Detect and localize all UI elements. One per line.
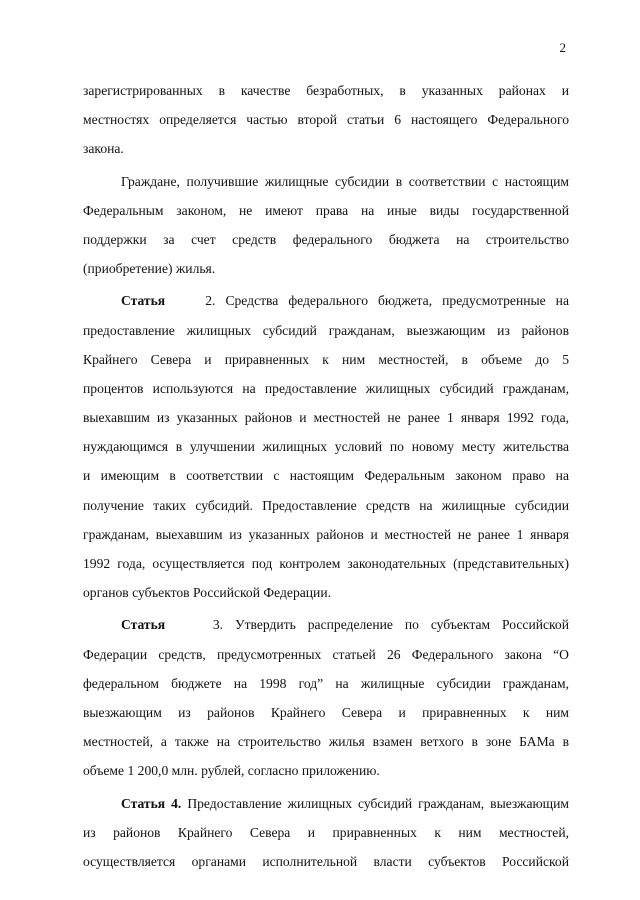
text-line: зарегистрированных в качестве безработных, в указанных районах и [83, 83, 569, 98]
article-text: 3. Утвердить распределение по субъектам Российской [212, 617, 570, 633]
text-line: закона. [83, 141, 124, 157]
text-line: получение таких субсидий. Предоставление средств на жилищные субсидии [83, 497, 569, 513]
article-heading: Статья [121, 617, 166, 633]
text-line: процентов используются на предоставление жилищных субсидий гражданам, [83, 380, 569, 396]
text-line: гражданам, выехавшим из указанных районов и местностей не ранее 1 января [83, 526, 569, 542]
text-line: выезжающим из районов Крайнего Севера и приравненных к ним [83, 704, 569, 720]
text-line: органов субъектов Российской Федерации. [83, 585, 331, 601]
text-line: местностях определяется частью второй статьи 6 настоящего Федерального [83, 112, 569, 128]
document-body [83, 76, 569, 876]
text-line [83, 789, 569, 818]
article-heading: Статья [121, 293, 166, 309]
text-line: Граждане, получившие жилищные субсидии в соответствии с настоящим [121, 173, 569, 189]
text-line [83, 610, 569, 639]
text-line: предоставление жилищных субсидий гражданам, выезжающим из районов [83, 322, 569, 338]
text-line: 1992 года, осуществляется под контролем законодательных (представительных) [83, 556, 569, 571]
text-line: из районов Крайнего Севера и приравненных к ним местностей, [83, 824, 569, 840]
paragraph-subsidy-restriction [83, 167, 569, 284]
article-2 [83, 286, 569, 607]
text-line: осуществляется органами исполнительной власти субъектов Российской [83, 853, 569, 869]
article-4 [83, 789, 569, 877]
text-line: Федерации средств, предусмотренных статьей 26 Федерального закона “О [83, 646, 569, 662]
text-line: федеральном бюджете на 1998 год” на жилищные субсидии гражданам, [83, 675, 569, 691]
article-heading: Статья 4. [121, 795, 182, 811]
text-line: нуждающимся в улучшении жилищных условий по новому месту жительства [83, 439, 569, 455]
text-line: выехавшим из указанных районов и местностей не ранее 1 января 1992 года, [83, 410, 569, 426]
text-line [83, 286, 569, 315]
article-text: Предоставление жилищных субсидий гражданам, выезжающим [187, 795, 569, 811]
text-line: местностей, а также на строительство жилья взамен ветхого в зоне БАМа в [83, 734, 569, 750]
text-line: Федеральным законом, не имеют права на иные виды государственной [83, 202, 569, 218]
text-line: (приобретение) жилья. [83, 261, 216, 277]
page-number: 2 [559, 40, 566, 55]
text-line: объеме 1 200,0 млн. рублей, согласно приложению. [83, 763, 380, 779]
text-line: и имеющим в соответствии с настоящим Федеральным законом право на [83, 468, 569, 484]
article-text: 2. Средства федерального бюджета, предусмотренные на [205, 293, 569, 309]
paragraph-continuation [83, 76, 569, 164]
text-line: поддержки за счет средств федерального бюджета на строительство [83, 231, 569, 247]
text-line: Крайнего Севера и приравненных к ним местностей, в объеме до 5 [83, 351, 569, 367]
article-3 [83, 610, 569, 785]
